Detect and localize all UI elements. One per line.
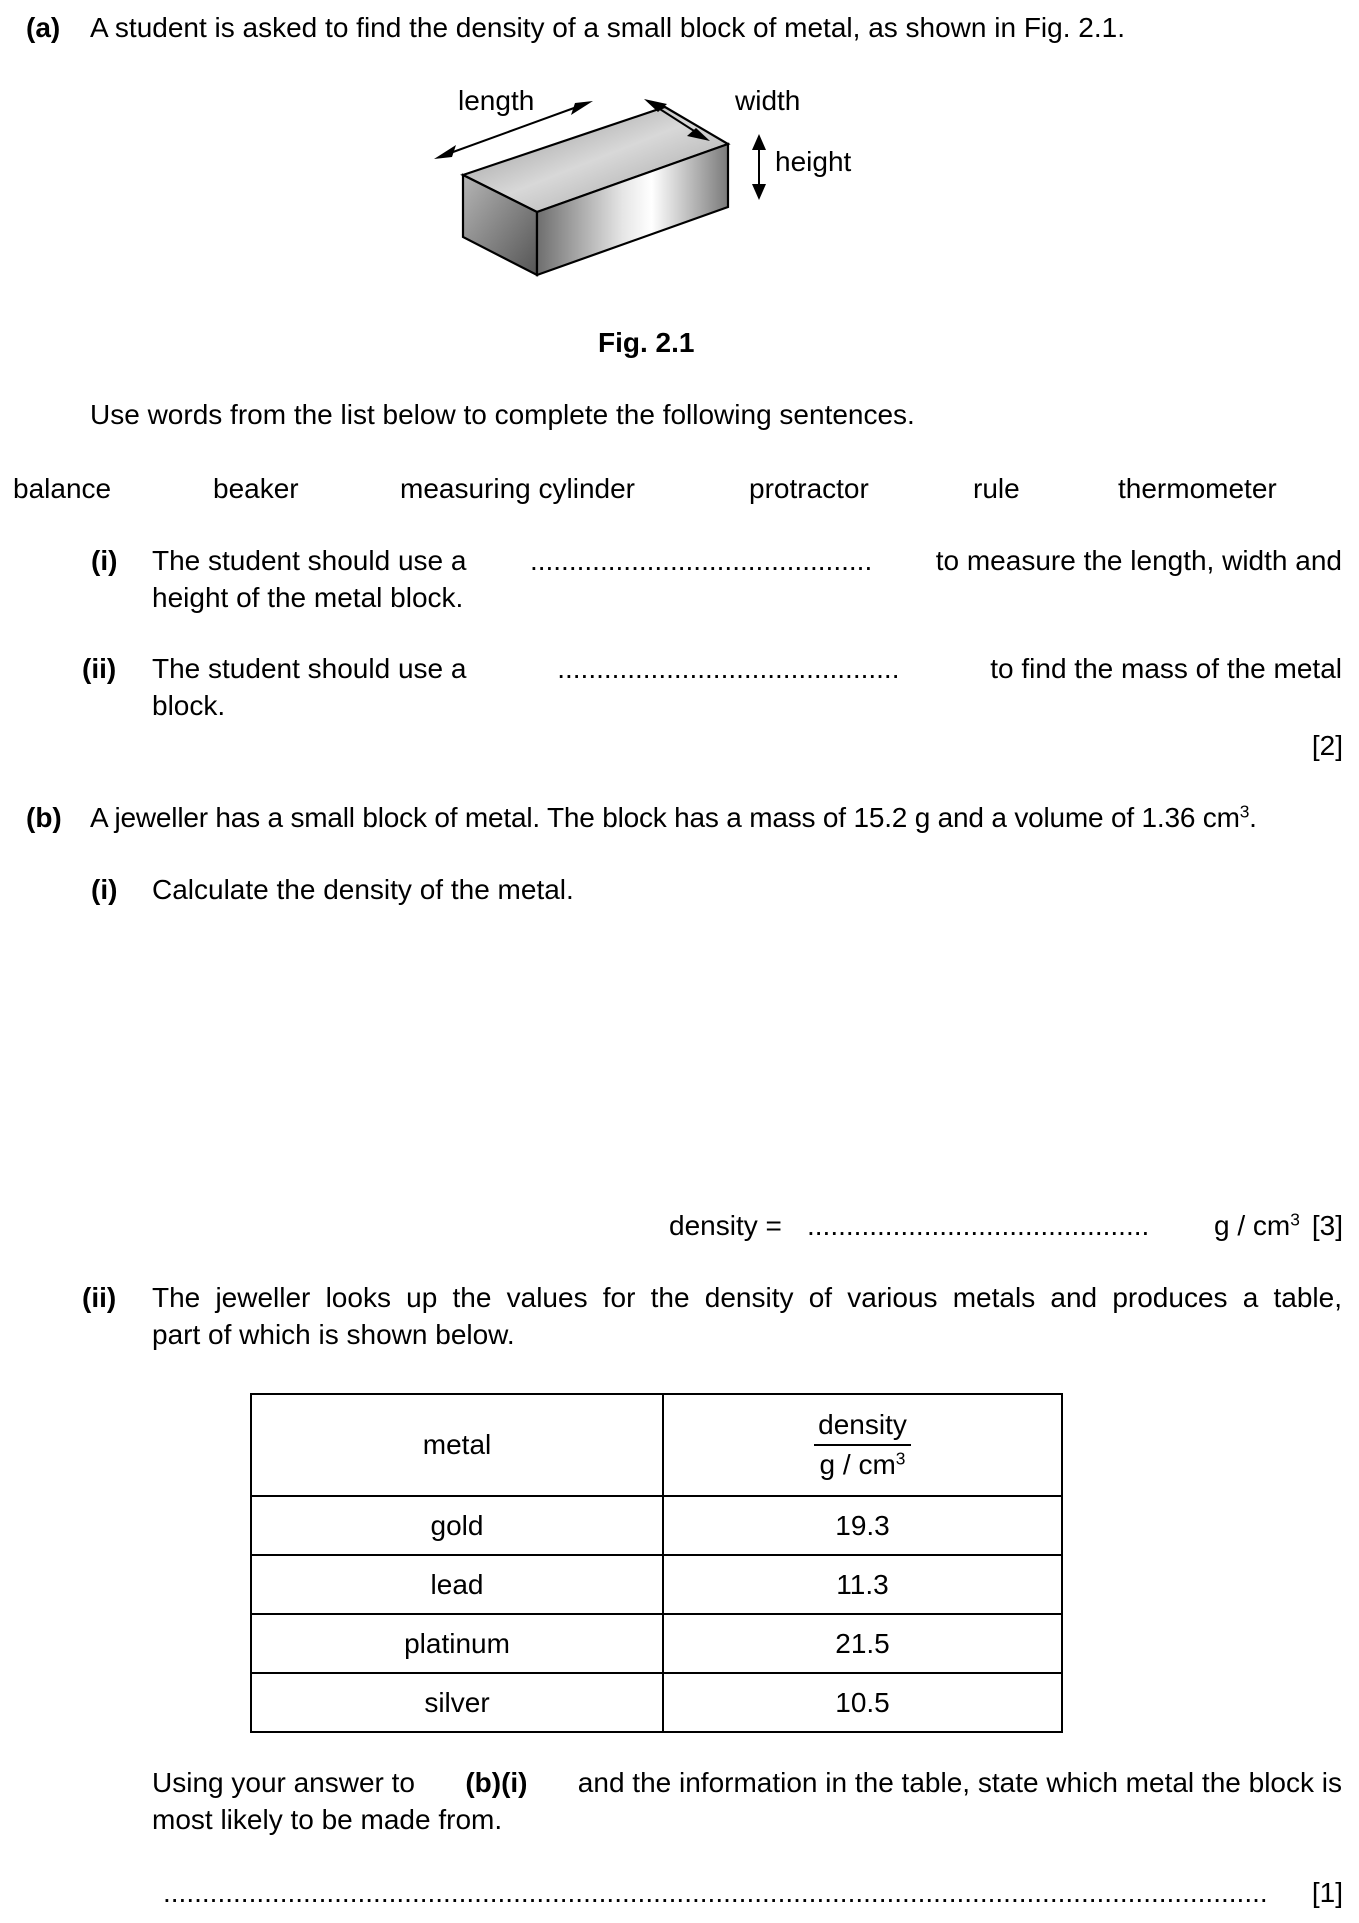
question-a-ii-line1 [152,651,1342,686]
header-density [663,1394,1062,1496]
table-row [251,1614,1062,1673]
header-metal: metal [251,1394,663,1496]
density-answer-blank[interactable]: ............................................ [807,1210,1150,1241]
part-b-intro-end: . [1249,802,1257,833]
height-arrow [752,134,766,200]
table-header-row [251,1394,1062,1496]
question-a-i-line1 [152,543,1342,578]
question-a-i-line2: height of the metal block. [152,582,464,613]
question-b-i-label: (i) [91,874,118,905]
figure-caption: Fig. 2.1 [598,327,695,358]
metal-cell: gold [251,1496,663,1555]
header-unit-sup: 3 [895,1448,906,1469]
word-list-item: beaker [213,473,299,504]
question-b-ii-line1: The jeweller looks up the values for the density of various metals and produces a table, [152,1282,1342,1313]
answer-blank-a-ii[interactable]: ............................................ [557,653,900,684]
part-a-intro: A student is asked to find the density of a small block of metal, as shown in Fig. 2.1. [90,12,1125,43]
question-b-ii-line2: part of which is shown below. [152,1319,515,1350]
part-a-label: (a) [26,12,61,43]
marks-a: [2] [1311,730,1343,761]
instruction-text: Use words from the list below to complete the following sentences. [90,399,915,430]
word-list-item: measuring cylinder [400,473,635,504]
metal-density-table [250,1393,1063,1733]
question-a-i-text-end: to measure the length, width and [935,545,1342,576]
density-answer-unit [1214,1208,1300,1243]
word-list-item: balance [13,473,112,504]
part-b-intro [90,800,1257,835]
header-density-label: density [814,1408,911,1446]
word-list-item: rule [973,473,1020,504]
width-label: width [735,85,801,116]
marks-b-ii: [1] [1311,1877,1343,1908]
metal-cell: platinum [251,1614,663,1673]
word-list-item: thermometer [1118,473,1277,504]
question-a-ii-line2: block. [152,690,226,721]
marks-b-i: [3] [1311,1210,1343,1241]
density-cell: 10.5 [663,1673,1062,1732]
answer-blank-b-ii[interactable]: .............................................................................................................................................. [163,1877,1268,1908]
density-unit-text: g / cm [1214,1210,1291,1241]
density-cell: 19.3 [663,1496,1062,1555]
header-density-unit [814,1446,911,1482]
question-b-ii-follow-line1 [152,1765,1342,1800]
question-b-ii-follow-line2: most likely to be made from. [152,1804,503,1835]
question-b-ii-label: (ii) [82,1282,117,1313]
question-a-ii-text-end: to find the mass of the metal [990,653,1342,684]
density-cell: 11.3 [663,1555,1062,1614]
answer-blank-a-i[interactable]: ............................................ [529,545,873,576]
metal-cell: lead [251,1555,663,1614]
density-unit-sup: 3 [1290,1209,1300,1230]
table-row [251,1555,1062,1614]
word-list-item: protractor [749,473,869,504]
question-b-i-text: Calculate the density of the metal. [152,874,574,905]
question-a-i-label: (i) [91,545,118,576]
question-a-i-text-start: The student should use a [152,545,467,576]
metal-block-diagram [420,80,900,300]
header-unit-text: g / cm [819,1449,896,1480]
density-unit-fraction [814,1408,911,1481]
length-label: length [458,85,535,116]
density-cell: 21.5 [663,1614,1062,1673]
density-answer-label: density = [669,1210,782,1241]
part-b-intro-text: A jeweller has a small block of metal. The block has a mass of 15.2 g and a volume of 1.36 cm [90,802,1240,833]
follow-text-post: and the information in the table, state which metal the block is [577,1767,1342,1798]
part-b-label: (b) [26,802,62,833]
follow-text-pre: Using your answer to [152,1767,416,1798]
figure-metal-block [420,80,900,300]
table-row [251,1673,1062,1732]
question-a-ii-text-start: The student should use a [152,653,467,684]
question-a-ii-label: (ii) [82,653,117,684]
metal-cell: silver [251,1673,663,1732]
height-label: height [775,146,852,177]
part-b-intro-sup: 3 [1239,801,1250,822]
table-row [251,1496,1062,1555]
follow-text-ref: (b)(i) [465,1767,528,1798]
